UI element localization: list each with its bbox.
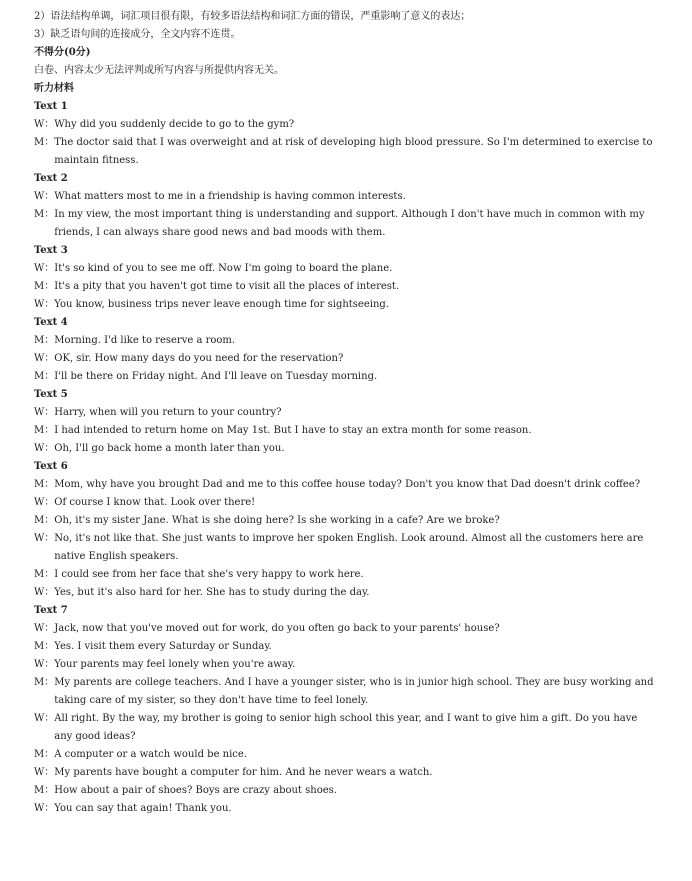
dialogue-line xyxy=(34,190,662,203)
rubric-line-2: 2）语法结构单调，词汇项目很有限，有较多语法结构和词汇方面的错误，严重影响了意义的表达； xyxy=(34,11,471,22)
speaker-label: M： xyxy=(34,515,55,526)
dialogue-text-main: A computer or a watch would be nice. xyxy=(54,749,248,760)
dialogue-line xyxy=(34,622,662,635)
speaker-label: W： xyxy=(34,803,55,814)
speaker-label: M： xyxy=(34,749,55,760)
dialogue-text-continuation: any good ideas? xyxy=(54,731,136,742)
dialogue-text xyxy=(54,298,662,311)
text-title: Text 5 xyxy=(34,389,68,400)
dialogue-text xyxy=(54,118,662,131)
dialogue-line xyxy=(34,352,662,365)
text-section xyxy=(34,100,662,167)
dialogue-line xyxy=(34,568,662,581)
dialogue-text xyxy=(54,748,662,761)
dialogue-text xyxy=(54,802,662,815)
dialogue-line xyxy=(34,298,662,311)
text-section xyxy=(34,460,662,599)
dialogue-text-main: It's so kind of you to see me off. Now I'm going to board the plane. xyxy=(54,263,393,274)
dialogue-line xyxy=(34,118,662,131)
speaker-label: M： xyxy=(34,335,55,346)
text-section xyxy=(34,604,662,815)
dialogue-line xyxy=(34,424,662,437)
dialogue-text xyxy=(54,370,662,383)
dialogue-text xyxy=(54,622,662,635)
speaker-label: M： xyxy=(34,677,55,688)
speaker-label: W： xyxy=(34,623,55,634)
dialogue-text xyxy=(54,640,662,653)
dialogue-text-main: I'll be there on Friday night. And I'll leave on Tuesday morning. xyxy=(54,371,378,382)
dialogue-text-main: Morning. I'd like to reserve a room. xyxy=(54,335,236,346)
dialogue-line xyxy=(34,586,662,599)
text-section xyxy=(34,244,662,311)
dialogue-text-main: Oh, I'll go back home a month later than you. xyxy=(54,443,285,454)
dialogue-text xyxy=(54,442,662,455)
speaker-label: W： xyxy=(34,497,55,508)
text-section xyxy=(34,316,662,383)
dialogue-text xyxy=(54,406,662,419)
dialogue-text-main: You know, business trips never leave enough time for sightseeing. xyxy=(54,299,389,310)
text-section xyxy=(34,172,662,239)
dialogue-text-main: My parents have bought a computer for him. And he never wears a watch. xyxy=(54,767,433,778)
dialogue-line xyxy=(34,406,662,419)
dialogue-text-main: The doctor said that I was overweight and at risk of developing high blood pressure. So I'm determined to exercise to xyxy=(54,137,653,148)
dialogue-text-main: It's a pity that you haven't got time to visit all the places of interest. xyxy=(54,281,400,292)
dialogue-text-main: I could see from her face that she's very happy to work here. xyxy=(54,569,364,580)
dialogue-text xyxy=(54,658,662,671)
speaker-label: M： xyxy=(34,641,55,652)
dialogue-line xyxy=(34,442,662,455)
listening-heading: 听力材料 xyxy=(34,83,74,94)
speaker-label: W： xyxy=(34,263,55,274)
speaker-label: W： xyxy=(34,407,55,418)
speaker-label: M： xyxy=(34,137,55,148)
speaker-label: W： xyxy=(34,587,55,598)
dialogue-line xyxy=(34,208,662,239)
dialogue-text xyxy=(54,496,662,509)
dialogue-text-main: Yes. I visit them every Saturday or Sunday. xyxy=(54,641,272,652)
dialogue-text-main: Jack, now that you've moved out for work, do you often go back to your parents' house? xyxy=(54,623,500,634)
dialogue-line xyxy=(34,802,662,815)
dialogue-text xyxy=(54,280,662,293)
dialogue-line xyxy=(34,640,662,653)
dialogue-text-main: I had intended to return home on May 1st. But I have to stay an extra month for some reason. xyxy=(54,425,532,436)
speaker-label: M： xyxy=(34,425,55,436)
dialogue-line xyxy=(34,532,662,563)
dialogue-line xyxy=(34,514,662,527)
dialogue-line xyxy=(34,784,662,797)
dialogue-text xyxy=(54,712,662,743)
dialogue-line xyxy=(34,136,662,167)
speaker-label: W： xyxy=(34,299,55,310)
speaker-label: W： xyxy=(34,713,55,724)
dialogue-text xyxy=(54,586,662,599)
text-section xyxy=(34,388,662,455)
text-title: Text 3 xyxy=(34,245,68,256)
speaker-label: M： xyxy=(34,371,55,382)
dialogue-text-main: Oh, it's my sister Jane. What is she doing here? Is she working in a cafe? Are we broke? xyxy=(54,515,500,526)
speaker-label: W： xyxy=(34,659,55,670)
dialogue-text xyxy=(54,262,662,275)
text-title: Text 2 xyxy=(34,173,68,184)
dialogue-text-main: OK, sir. How many days do you need for the reservation? xyxy=(54,353,344,364)
dialogue-text xyxy=(54,478,662,491)
speaker-label: M： xyxy=(34,479,55,490)
rubric-line-3: 3）缺乏语句间的连接成分，全文内容不连贯。 xyxy=(34,29,241,40)
speaker-label: W： xyxy=(34,533,55,544)
text-title: Text 6 xyxy=(34,461,68,472)
dialogue-text xyxy=(54,136,662,167)
dialogue-text-main: How about a pair of shoes? Boys are crazy about shoes. xyxy=(54,785,337,796)
dialogue-text xyxy=(54,568,662,581)
dialogue-text-continuation: taking care of my sister, so they don't have time to feel lonely. xyxy=(54,695,369,706)
zero-score-text: 白卷、内容太少无法评判或所写内容与所提供内容无关。 xyxy=(34,65,284,76)
dialogue-line xyxy=(34,334,662,347)
dialogue-text-main: All right. By the way, my brother is going to senior high school this year, and I want to give him a gift. Do you have xyxy=(54,713,638,724)
speaker-label: W： xyxy=(34,767,55,778)
dialogue-text xyxy=(54,676,662,707)
dialogue-line xyxy=(34,496,662,509)
speaker-label: W： xyxy=(34,443,55,454)
dialogue-text xyxy=(54,334,662,347)
dialogue-line xyxy=(34,658,662,671)
speaker-label: W： xyxy=(34,191,55,202)
speaker-label: W： xyxy=(34,119,55,130)
dialogue-text-main: In my view, the most important thing is understanding and support. Although I don't have much in common with my xyxy=(54,209,645,220)
dialogue-line xyxy=(34,676,662,707)
dialogue-line xyxy=(34,370,662,383)
dialogue-line xyxy=(34,766,662,779)
dialogue-text xyxy=(54,784,662,797)
dialogue-text xyxy=(54,532,662,563)
dialogue-text-main: You can say that again! Thank you. xyxy=(54,803,232,814)
dialogue-text-main: Your parents may feel lonely when you're away. xyxy=(54,659,296,670)
text-title: Text 4 xyxy=(34,317,68,328)
dialogue-line xyxy=(34,712,662,743)
dialogue-text-main: No, it's not like that. She just wants to improve her spoken English. Look around. Almost all the customers here are xyxy=(54,533,644,544)
speaker-label: M： xyxy=(34,785,55,796)
speaker-label: M： xyxy=(34,281,55,292)
dialogue-text-main: Yes, but it's also hard for her. She has to study during the day. xyxy=(54,587,370,598)
dialogue-text xyxy=(54,766,662,779)
dialogue-text-main: Harry, when will you return to your country? xyxy=(54,407,282,418)
dialogue-line xyxy=(34,748,662,761)
text-title: Text 1 xyxy=(34,101,68,112)
dialogue-text-main: My parents are college teachers. And I have a younger sister, who is in junior high school. They are busy working and xyxy=(54,677,654,688)
dialogue-line xyxy=(34,478,662,491)
dialogue-text-continuation: maintain fitness. xyxy=(54,155,139,166)
dialogue-text-main: Of course I know that. Look over there! xyxy=(54,497,256,508)
dialogue-text-main: What matters most to me in a friendship is having common interests. xyxy=(54,191,406,202)
dialogue-text-continuation: friends, I can always share good news and bad moods with them. xyxy=(54,227,386,238)
speaker-label: W： xyxy=(34,353,55,364)
dialogue-text xyxy=(54,208,662,239)
speaker-label: M： xyxy=(34,569,55,580)
dialogue-text xyxy=(54,424,662,437)
dialogue-text-continuation: native English speakers. xyxy=(54,551,179,562)
dialogue-line xyxy=(34,262,662,275)
dialogue-text-main: Why did you suddenly decide to go to the gym? xyxy=(54,119,295,130)
listening-texts xyxy=(34,100,662,815)
dialogue-text xyxy=(54,514,662,527)
zero-score-heading: 不得分(0分) xyxy=(34,47,91,58)
text-title: Text 7 xyxy=(34,605,68,616)
dialogue-line xyxy=(34,280,662,293)
dialogue-text-main: Mom, why have you brought Dad and me to this coffee house today? Don't you know that Dad doesn't drink coffee? xyxy=(54,479,641,490)
dialogue-text xyxy=(54,190,662,203)
speaker-label: M： xyxy=(34,209,55,220)
dialogue-text xyxy=(54,352,662,365)
